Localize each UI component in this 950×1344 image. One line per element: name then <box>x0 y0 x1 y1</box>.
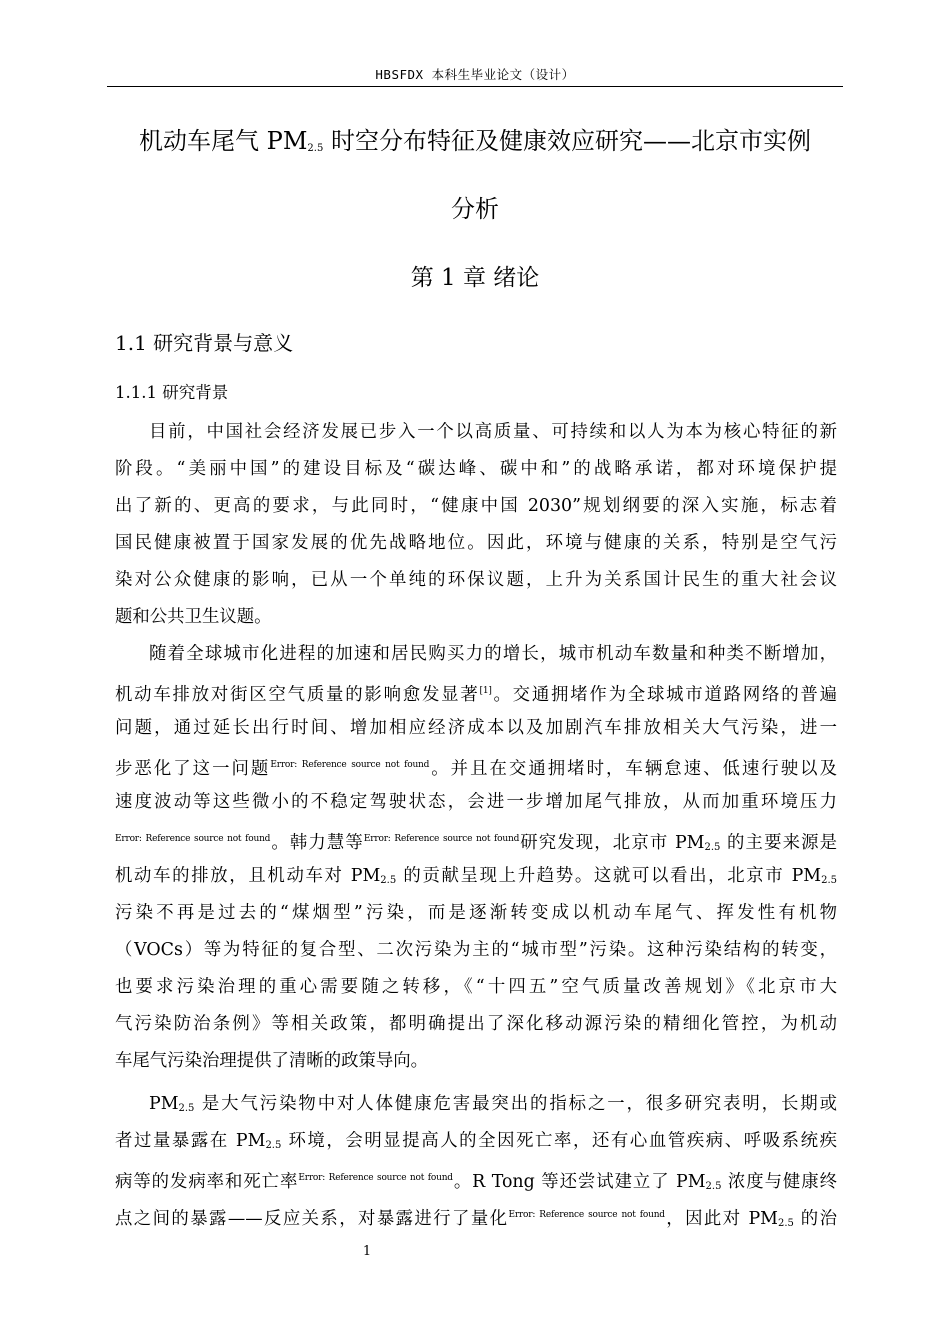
text-run: PM <box>149 1094 179 1114</box>
text-line <box>115 858 837 895</box>
title-line-1 <box>107 111 843 179</box>
text-line: 题和公共卫生议题。 <box>115 607 272 627</box>
page-number: 1 <box>362 1244 372 1259</box>
citation-error: Error: Reference source not found <box>270 760 430 770</box>
text-run: ，因此对 PM <box>664 1209 778 1229</box>
thesis-title <box>107 111 843 239</box>
text-line: 污染不再是过去的“煤烟型”污染，而是逐渐转变成以机动车尾气、挥发性有机物 <box>115 903 837 923</box>
text-line: 气污染防治条例》等相关政策，都明确提出了深化移动源污染的精细化管控，为机动 <box>115 1014 837 1034</box>
running-header: HBSFDX 本科生毕业论文（设计） <box>375 67 575 82</box>
text-line <box>115 747 837 784</box>
text-run: 浓度与健康终 <box>721 1172 837 1192</box>
title-text: 机动车尾气 PM <box>139 127 308 155</box>
text-run: 点之间的暴露——反应关系，对暴露进行了量化 <box>115 1209 509 1229</box>
text-run: 。韩力慧等 <box>270 833 364 853</box>
title-line-2: 分析 <box>451 195 499 223</box>
text-line <box>115 1086 837 1123</box>
subsection-heading: 1.1.1 研究背景 <box>115 383 229 402</box>
section-heading: 1.1 研究背景与意义 <box>115 331 294 355</box>
body-text <box>115 414 837 1234</box>
title-subscript: 2.5 <box>307 143 324 154</box>
text-line: 阶段。“美丽中国”的建设目标及“碳达峰、碳中和”的战略承诺，都对环境保护提 <box>115 459 837 479</box>
text-run: 。交通拥堵作为全球城市道路网络的普遍 <box>491 685 837 705</box>
subscript: 2.5 <box>265 1140 282 1151</box>
text-line: 速度波动等这些微小的不稳定驾驶状态，会进一步增加尾气排放，从而加重环境压力 <box>115 792 837 812</box>
text-run: 是大气污染物中对人体健康危害最突出的指标之一，很多研究表明，长期或 <box>194 1094 837 1114</box>
subscript: 2.5 <box>821 875 837 886</box>
text-line: 也要求污染治理的重心需要随之转移，《“十四五”空气质量改善规划》《北京市大 <box>115 977 837 997</box>
text-run: 者过量暴露在 PM <box>115 1131 266 1151</box>
text-line: 问题，通过延长出行时间、增加相应经济成本以及加剧汽车排放相关大气污染，进一 <box>115 718 837 738</box>
text-run: 。并且在交通拥堵时，车辆怠速、低速行驶以及 <box>429 759 837 779</box>
citation-error: Error: Reference source not found <box>363 834 520 844</box>
text-line <box>115 821 837 858</box>
text-run: 机动车排放对街区空气质量的影响愈发显著 <box>115 685 480 705</box>
text-run: 的治 <box>793 1209 837 1229</box>
text-run: 。R Tong 等还尝试建立了 PM <box>452 1172 706 1192</box>
text-line: 随着全球城市化进程的加速和居民购买力的增长，城市机动车数量和种类不断增加， <box>149 644 837 664</box>
text-run: 的贡献呈现上升趋势。这就可以看出，北京市 PM <box>396 866 822 886</box>
text-line: 染对公众健康的影响，已从一个单纯的环保议题，上升为关系国计民生的重大社会议 <box>115 570 837 590</box>
title-text-rest: 时空分布特征及健康效应研究——北京市实例 <box>323 127 811 155</box>
text-line: 出了新的、更高的要求，与此同时，“健康中国 2030”规划纲要的深入实施，标志着 <box>115 496 837 516</box>
text-run: 病等的发病率和死亡率 <box>115 1172 299 1192</box>
citation-error: Error: Reference source not found <box>508 1210 665 1220</box>
text-run: 步恶化了这一问题 <box>115 759 271 779</box>
subscript: 2.5 <box>704 842 721 853</box>
subscript: 2.5 <box>705 1181 722 1192</box>
text-line <box>115 1197 837 1234</box>
citation-error: Error: Reference source not found <box>115 834 271 844</box>
text-line: 国民健康被置于国家发展的优先战略地位。因此，环境与健康的关系，特别是空气污 <box>115 533 837 553</box>
text-line <box>115 673 837 710</box>
text-run: 的主要来源是 <box>720 833 837 853</box>
text-line: 目前，中国社会经济发展已步入一个以高质量、可持续和以人为本为核心特征的新 <box>149 422 837 442</box>
text-run: 机动车的排放，且机动车对 PM <box>115 866 381 886</box>
text-line: （VOCs）等为特征的复合型、二次污染为主的“城市型”污染。这种污染结构的转变， <box>115 940 837 960</box>
text-line <box>115 1160 837 1197</box>
subscript: 2.5 <box>380 875 397 886</box>
citation: [1] <box>479 686 492 696</box>
text-line <box>115 1123 837 1160</box>
subscript: 2.5 <box>777 1218 794 1229</box>
text-line: 车尾气污染治理提供了清晰的政策导向。 <box>115 1051 429 1071</box>
subscript: 2.5 <box>178 1103 195 1114</box>
text-run: 研究发现，北京市 PM <box>519 833 705 853</box>
text-run: 环境，会明显提高人的全因死亡率，还有心血管疾病、呼吸系统疾 <box>281 1131 837 1151</box>
header-rule <box>107 86 843 87</box>
citation-error: Error: Reference source not found <box>298 1173 453 1183</box>
chapter-heading: 第 1 章 绪论 <box>410 265 540 291</box>
